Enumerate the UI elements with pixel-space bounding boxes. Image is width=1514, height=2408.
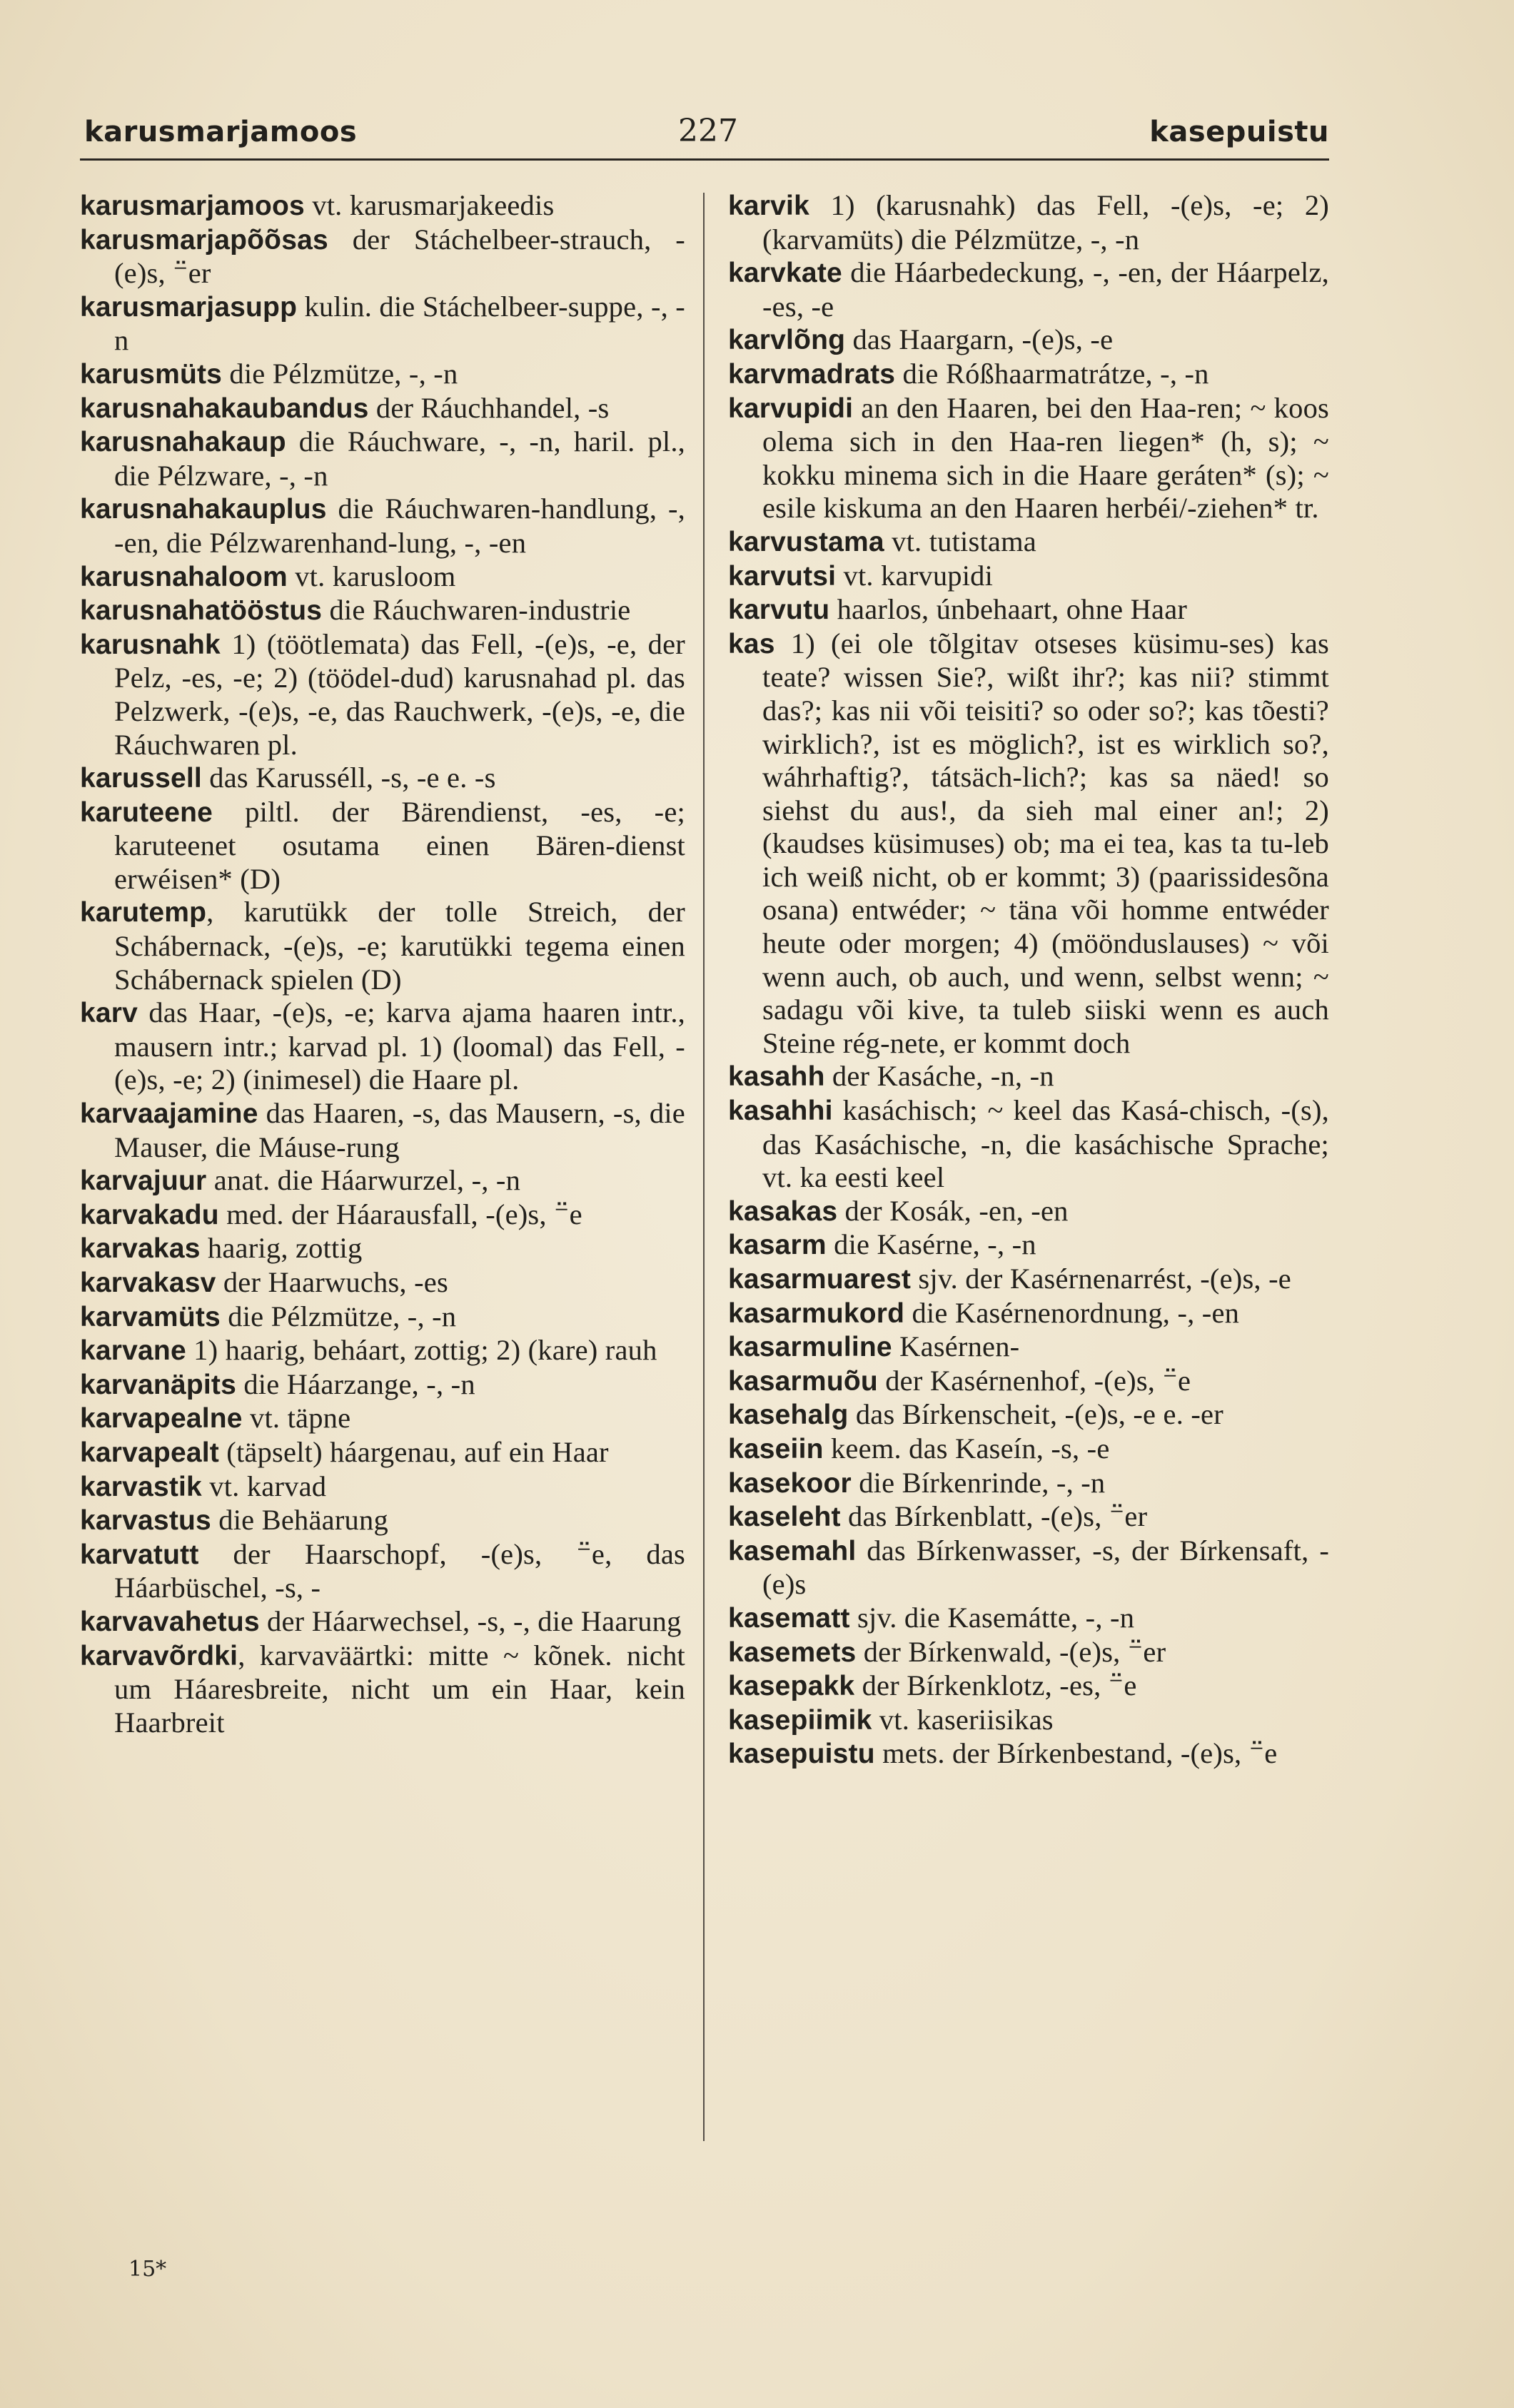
headword: karvlõng [728, 325, 846, 356]
headword: karvane [80, 1335, 186, 1367]
entry: kasekoor die Bírkenrinde, -, -n [728, 1466, 1106, 1499]
headword: kasepakk [728, 1671, 855, 1702]
headword: karusnahakauplus [80, 494, 327, 525]
headword: karvakasv [80, 1268, 216, 1298]
entry: karvajuur anat. die Háarwurzel, -, -n [80, 1164, 521, 1197]
entry: karvavahetus der Háarwechsel, -s, -, die Haarung [80, 1604, 682, 1637]
headword: kasarm [728, 1230, 827, 1261]
headword: kasemets [728, 1636, 857, 1668]
headword: karusmarjapõõsas [80, 224, 328, 256]
entry: karvaajamine das Haaren, -s, das Mausern, -s, die Mauser, die Máuse-rung [80, 1097, 685, 1163]
entry: karvutsi vt. karvupidi [728, 559, 994, 592]
entry: kasahh der Kasáche, -n, -n [728, 1060, 1054, 1093]
entry: karusmarjasupp kulin. die Stáchelbeer-suppe, -, -n [80, 290, 685, 357]
entry: karvatutt der Haarschopf, -(e)s, ⁻̈e, das Háarbüschel, -s, - [80, 1537, 685, 1604]
entry: karvustama vt. tutistama [728, 525, 1036, 557]
entry: karutemp, karutükk der tolle Streich, der Schábernack, -(e)s, -e; karutükki tegema einen Schábernack spielen (D) [80, 896, 685, 996]
header-rule [80, 158, 1329, 161]
headword: karusmarjamoos [80, 191, 305, 221]
entry: karvkate die Háarbedeckung, -, -en, der Háarpelz, -es, -e [728, 256, 1329, 323]
headword: kasepuistu [728, 1739, 875, 1770]
entry: karvmadrats die Róßhaarmatrátze, -, -n [728, 357, 1209, 390]
header-first-word: karusmarjamoos [84, 116, 358, 148]
entry: karvamüts die Pélzmütze, -, -n [80, 1300, 457, 1332]
headword: karussell [80, 763, 202, 794]
entry: kaseleht das Bírkenblatt, -(e)s, ⁻̈er [728, 1500, 1148, 1533]
headword: kaseleht [728, 1502, 841, 1533]
entry: kasepuistu mets. der Bírkenbestand, -(e)s, ⁻̈e [728, 1737, 1278, 1770]
headword: karutemp [80, 897, 207, 929]
entry: karusmüts die Pélzmütze, -, -n [80, 357, 458, 390]
entry: karvupidi an den Haaren, bei den Haa-ren; ~ koos olema sich in den Haa-ren liegen* (h, s); ~ kokku minema sich in die Haare geráten* (s); ~ esile kiskuma an den Haaren herbéi/-ziehen* tr. [728, 391, 1329, 525]
headword: kasekoor [728, 1467, 852, 1499]
headword: kasarmukord [728, 1297, 905, 1329]
headword: kasematt [728, 1602, 850, 1634]
entry: karusnahaloom vt. karusloom [80, 560, 456, 592]
headword: karvutu [728, 595, 830, 626]
left-column [80, 189, 685, 1739]
entry: karusmarjapõõsas der Stáchelbeer-strauch, -(e)s, ⁻̈er [80, 223, 685, 290]
column-divider [703, 193, 705, 2141]
headword: karvajuur [80, 1165, 207, 1197]
entry: kasepiimik vt. kaseriisikas [728, 1703, 1054, 1736]
headword: karvmadrats [728, 358, 896, 390]
headword: kasehalg [728, 1400, 849, 1431]
headword: karuteene [80, 796, 213, 828]
header-last-word: kasepuistu [1149, 116, 1329, 148]
entry: kasemets der Bírkenwald, -(e)s, ⁻̈er [728, 1635, 1166, 1668]
entry: karvakas haarig, zottig [80, 1232, 363, 1265]
headword: kasarmuõu [728, 1365, 878, 1397]
entry: kasakas der Kosák, -en, -en [728, 1194, 1069, 1227]
headword: karv [80, 998, 138, 1029]
entry: kasemahl das Bírkenwasser, -s, der Bírkensaft, -(e)s [728, 1534, 1329, 1601]
headword: karusnahaloom [80, 561, 288, 592]
entry: kaseiin keem. das Kaseín, -s, -e [728, 1432, 1110, 1464]
headword: kas [728, 628, 775, 659]
entry: karuteene piltl. der Bärendienst, -es, -e; karuteenet osutama einen Bären-dienst erwéisen* (D) [80, 795, 685, 895]
headword: karvavahetus [80, 1606, 260, 1637]
entry: kasarmukord die Kasérnenordnung, -, -en [728, 1296, 1240, 1329]
headword: kasakas [728, 1195, 838, 1227]
headword: karvapealt [80, 1437, 219, 1468]
headword: karusmarjasupp [80, 291, 298, 323]
headword: karvakadu [80, 1199, 219, 1230]
entry: kasematt sjv. die Kasemátte, -, -n [728, 1601, 1135, 1634]
entry: karvlõng das Haargarn, -(e)s, -e [728, 323, 1114, 356]
headword: kasepiimik [728, 1704, 872, 1736]
entry: kasehalg das Bírkenscheit, -(e)s, -e e. -er [728, 1398, 1223, 1431]
entry: karvanäpits die Háarzange, -, -n [80, 1367, 475, 1400]
entry: karvapealt (täpselt) háargenau, auf ein Haar [80, 1435, 609, 1468]
entry: karvane 1) haarig, beháart, zottig; 2) (kare) rauh [80, 1334, 657, 1367]
entry: karvutu haarlos, únbehaart, ohne Haar [728, 593, 1188, 626]
headword: karvutsi [728, 560, 837, 592]
headword: karvavõrdki [80, 1640, 238, 1671]
headword: kasahh [728, 1061, 825, 1093]
printer-signature: 15* [128, 2257, 167, 2282]
headword: karvakas [80, 1233, 201, 1265]
entry: kasepakk der Bírkenklotz, -es, ⁻̈e [728, 1669, 1137, 1702]
entry: karusnahatööstus die Ráuchwaren-industrie [80, 594, 631, 627]
headword: karusnahatööstus [80, 595, 323, 627]
entry: kasarmuõu der Kasérnenhof, -(e)s, ⁻̈e [728, 1364, 1191, 1397]
entry: kas 1) (ei ole tõlgitav otseses küsimu-ses) kas teate? wissen Sie?, wißt ihr?; kas nii? stimmt das?; kas nii või teisiti? so oder so?; kas tõesti? wirklich?, ist es möglich?, ist es wirklich so?, wáhrhaftig?, tátsäch-lich?; kas sa näed! so siehst du aus!, da sieh mal einer an!; 2) (kaudses küsimuses) ob; ma ei tea, kas ta tu-leb ich weiß nicht, ob er kommt; 3) (paarissidesõna osana) entwéder; ~ täna või homme entwéder heute oder morgen; 4) (möönduslauses) ~ või wenn auch, ob auch, und wenn, selbst wenn; ~ sadagu või kive, ta tuleb siiski wenn es auch Steine rég-nete, er kommt doch [728, 627, 1329, 1059]
headword: kasahhi [728, 1096, 833, 1127]
entry: kasarmuline Kasérnen- [728, 1330, 1020, 1363]
entry: karvastus die Behäarung [80, 1504, 388, 1537]
headword: kasarmuline [728, 1332, 892, 1363]
entry: karvik 1) (karusnahk) das Fell, -(e)s, -e; 2) (karvamüts) die Pélzmütze, -, -n [728, 189, 1329, 256]
entry: kasahhi kasáchisch; ~ keel das Kasá-chisch, -(s), das Kasáchische, -n, die kasáchische Sprache; vt. ka eesti keel [728, 1094, 1329, 1194]
entry: karvakasv der Haarwuchs, -es [80, 1266, 448, 1298]
right-column [728, 189, 1329, 1771]
entry: karvapealne vt. täpne [80, 1402, 351, 1435]
headword: karusnahakaubandus [80, 393, 369, 424]
entry: karvakadu med. der Háarausfall, -(e)s, ⁻̈e [80, 1198, 582, 1230]
page-number: 227 [678, 113, 738, 149]
headword: kasarmuarest [728, 1264, 912, 1295]
headword: karvik [728, 191, 809, 221]
headword: karvanäpits [80, 1369, 236, 1400]
entry: karusnahakaup die Ráuchware, -, -n, haril. pl., die Pélzware, -, -n [80, 425, 685, 492]
headword: karvustama [728, 526, 884, 557]
headword: karvatutt [80, 1539, 199, 1570]
entry: karv das Haar, -(e)s, -e; karva ajama haaren intr., mausern intr.; karvad pl. 1) (loomal) das Fell, -(e)s, -e; 2) (inimesel) die Haare pl. [80, 996, 685, 1096]
headword: karvapealne [80, 1403, 243, 1435]
running-header [80, 107, 1329, 157]
entry: karusnahakaubandus der Ráuchhandel, -s [80, 391, 610, 424]
headword: karvamüts [80, 1301, 221, 1332]
entry: karvavõrdki, karvaväärtki: mitte ~ kõnek. nicht um Háaresbreite, nicht um ein Haar, kein Haarbreit [80, 1639, 685, 1739]
entry: karusmarjamoos vt. karusmarjakeedis [80, 189, 555, 221]
headword: karvastik [80, 1471, 202, 1502]
entry: kasarm die Kasérne, -, -n [728, 1228, 1036, 1261]
headword: karvkate [728, 258, 842, 289]
entry: karusnahakauplus die Ráuchwaren-handlung, -, -en, die Pélzwarenhand-lung, -, -en [80, 492, 685, 559]
entry: kasarmuarest sjv. der Kasérnenarrést, -(e)s, -e [728, 1263, 1291, 1295]
headword: karusnahakaup [80, 427, 286, 458]
entry: karvastik vt. karvad [80, 1469, 327, 1502]
headword: karvupidi [728, 393, 854, 424]
headword: kaseiin [728, 1433, 824, 1464]
headword: karusnahk [80, 629, 221, 660]
headword: karusmüts [80, 358, 223, 390]
headword: karvaajamine [80, 1098, 258, 1130]
entry: karusnahk 1) (töötlemata) das Fell, -(e)s, -e, der Pelz, -es, -e; 2) (töödel-dud) karusnahad pl. das Pelzwerk, -(e)s, -e, das Rauchwerk, -(e)s, -e, die Ráuchwaren pl. [80, 627, 685, 761]
headword: kasemahl [728, 1535, 857, 1567]
headword: karvastus [80, 1505, 211, 1537]
entry: karussell das Karusséll, -s, -e e. -s [80, 762, 496, 794]
